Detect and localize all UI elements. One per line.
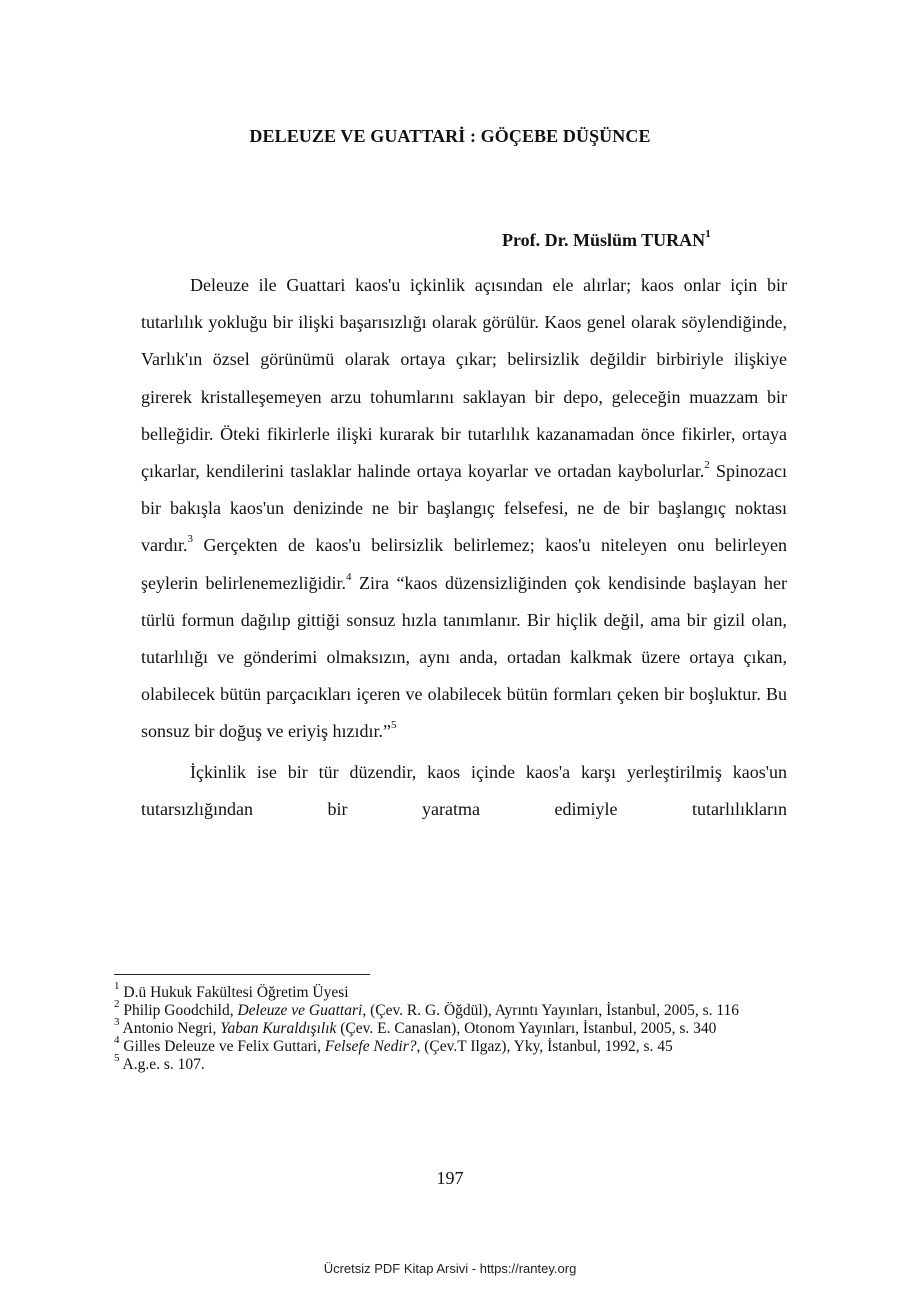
footnote-number: 2 bbox=[114, 997, 120, 1010]
footnote-divider bbox=[114, 974, 370, 975]
footnote-ref[interactable]: 3 bbox=[187, 533, 193, 546]
footnote-number: 4 bbox=[114, 1033, 120, 1046]
body-paragraph bbox=[141, 267, 787, 751]
author-name: Prof. Dr. Müslüm TURAN bbox=[502, 230, 706, 250]
article-title: DELEUZE VE GUATTARİ : GÖÇEBE DÜŞÜNCE bbox=[249, 126, 651, 146]
footnote-number: 5 bbox=[114, 1051, 120, 1064]
footnote-item bbox=[114, 979, 774, 1002]
footnote-text: , (Çev. R. G. Öğdül), Ayrıntı Yayınları, İstanbul, 2005, s. 116 bbox=[362, 1002, 740, 1019]
footnote-book-title: Deleuze ve Guattari bbox=[237, 1002, 363, 1019]
body-paragraph: İçkinlik ise bir tür düzendir, kaos içinde kaos'a karşı yerleştirilmiş kaos'un tutarsızlığından bir yaratma edimiyle tutarlılıkların bbox=[141, 761, 787, 819]
footnote-item bbox=[114, 1051, 774, 1074]
footnote-text: , (Çev.T Ilgaz), Yky, İstanbul, 1992, s. 45 bbox=[416, 1038, 673, 1055]
paragraph-text: Gerçekten de kaos'u belirsizlik belirlemez; kaos'u niteleyen onu belirleyen şeylerin belirlenemezliğidir. bbox=[141, 535, 787, 593]
footnote-text: D.ü Hukuk Fakültesi Öğretim Üyesi bbox=[119, 984, 349, 1001]
author-footnote-ref[interactable]: 1 bbox=[705, 228, 711, 240]
footnote-ref[interactable]: 4 bbox=[345, 570, 352, 583]
footnote-number: 1 bbox=[114, 979, 120, 992]
footnotes-section bbox=[114, 979, 774, 1074]
paragraph-text: Spinozacı bir bakışla kaos'un denizinde ne bir başlangıç felsefesi, ne de bir başlangıç noktası vardır. bbox=[141, 461, 788, 556]
footnote-text: A.g.e. s. 107. bbox=[119, 1056, 205, 1073]
watermark-text: Ücretsiz PDF Kitap Arsivi - https://rantey.org bbox=[323, 1261, 577, 1276]
footnote-text: Gilles Deleuze ve Felix Guttari, bbox=[119, 1038, 325, 1055]
footnote-text: Philip Goodchild, bbox=[119, 1002, 238, 1019]
footnote-ref[interactable]: 2 bbox=[704, 459, 710, 472]
footnote-item bbox=[114, 997, 774, 1020]
footnote-item bbox=[114, 1015, 774, 1038]
paragraph-text: Zira “kaos düzensizliğinden çok kendisinde başlayan her türlü formun dağılıp gittiği sonsuz hızla tanımlanır. Bir hiçlik değil, ama bir gizil olan, tutarlılığı ve gönderimi olmaksızın, aynı anda, ortadan kalkmak üzere ortaya çıkan, olabilecek bütün parçacıkları içeren ve olabilecek bütün formları çeken bir boşluktur. Bu sonsuz bir doğuş ve eriyiş hızıdır.” bbox=[141, 572, 787, 742]
article-body bbox=[141, 267, 787, 828]
footnote-book-title: Felsefe Nedir? bbox=[324, 1038, 417, 1055]
author-line bbox=[502, 230, 711, 251]
footnote-text: (Çev. E. Canaslan), Otonom Yayınları, İstanbul, 2005, s. 340 bbox=[336, 1020, 717, 1037]
footnote-number: 3 bbox=[114, 1015, 120, 1028]
footnote-book-title: Yaban Kuraldışılık bbox=[220, 1020, 337, 1037]
paragraph-text: Deleuze ile Guattari kaos'u içkinlik açısından ele alırlar; kaos onlar için bir tutarlılık yokluğu bir ilişki başarısızlığı olarak görülür. Kaos genel olarak söylendiğinde, Varlık'ın özsel görünümü olarak ortaya çıkar; belirsizlik değildir birbiriyle ilişkiye girerek kristalleşemeyen arzu tohumlarını saklayan bir depo, geleceğin muazzam bir belleğidir. Öteki fikirlerle ilişki kurarak bir tutarlılık kazanamadan önce fikirler, ortaya çıkarlar, kendilerini taslaklar halinde ortaya koyarlar ve ortadan kaybolurlar. bbox=[141, 275, 787, 482]
footnote-ref[interactable]: 5 bbox=[390, 719, 397, 732]
page-number: 197 bbox=[436, 1168, 464, 1188]
footnote-text: Antonio Negri, bbox=[119, 1020, 221, 1037]
footnote-item bbox=[114, 1033, 774, 1056]
